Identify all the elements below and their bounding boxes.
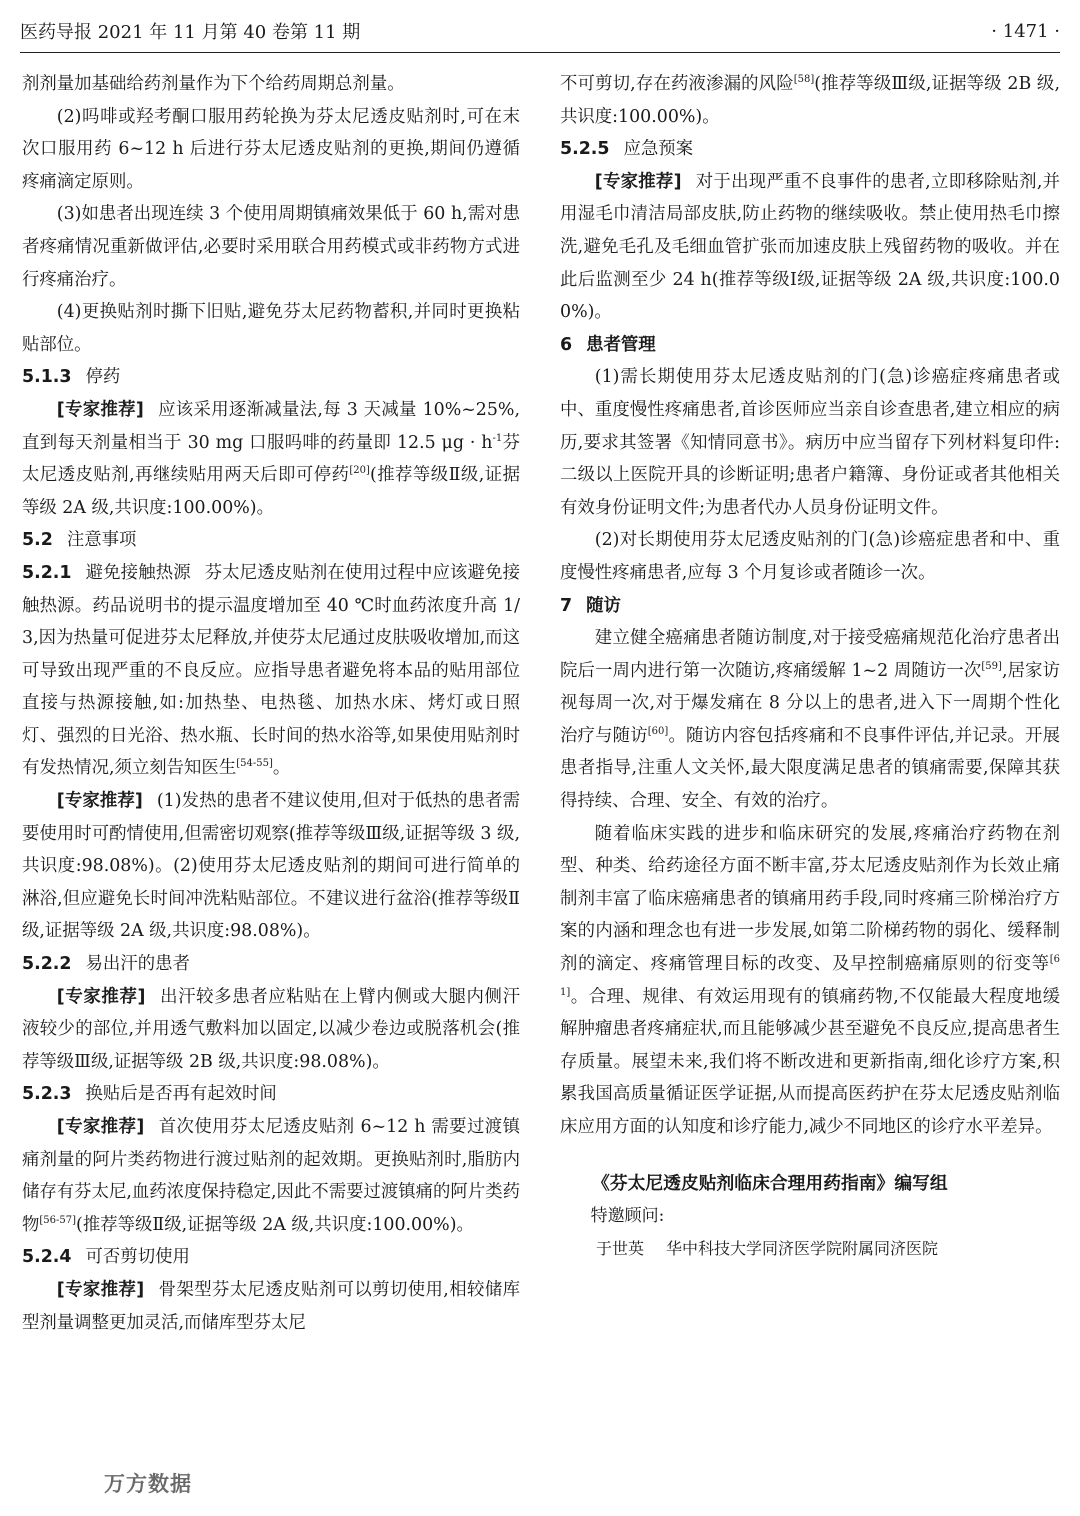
citation: [61]: [560, 954, 1060, 998]
paragraph: (3)如患者出现连续 3 个使用周期镇痛效果低于 60 h,需对患者疼痛情况重新做评估,必要时采用联合用药模式或非药物方式进行疼痛治疗。: [22, 204, 520, 290]
member-entry: [560, 1233, 1060, 1266]
watermark: 万方数据: [104, 1472, 192, 1496]
paragraph: [专家推荐] 首次使用芬太尼透皮贴剂 6~12 h 需要过渡镇痛剂量的阿片类药物进行渡过贴剂的起效期。更换贴剂时,脂肪内储存有芬太尼,血药浓度保持稳定,因此不需要过渡镇痛的阿片类药物[56-57](推荐等级Ⅱ级,证据等级 2A 级,共识度:100.00%)。: [22, 1117, 520, 1235]
heading-7: 7 随访: [560, 595, 621, 616]
expert-tag: [专家推荐]: [594, 171, 682, 192]
expert-tag: [专家推荐]: [56, 1279, 145, 1300]
citation: [54-55]: [236, 758, 273, 770]
paragraph: [专家推荐] 应该采用逐渐减量法,每 3 天减量 10%~25%,直到每天剂量相当于 30 mg 口服吗啡的药量即 12.5 $\mu g \cdot h^{-1}$芬太尼透皮贴剂,再继续贴用两天后即可停药[20](推荐等级Ⅱ级,证据等级 2A 级,共识度:100.00%)。: [22, 399, 520, 518]
citation: [58]: [793, 74, 815, 86]
guest-advisor-label: 特邀顾问:: [590, 1206, 665, 1227]
heading-5-2-3: 5.2.3 换贴后是否再有起效时间: [22, 1084, 277, 1105]
writing-group-title: 《芬太尼透皮贴剂临床合理用药指南》编写组: [592, 1172, 948, 1194]
paragraph: (4)更换贴剂时撕下旧贴,避免芬太尼药物蓄积,并同时更换粘贴部位。: [22, 302, 520, 355]
paragraph: 5.2.1 避免接触热源 芬太尼透皮贴剂在使用过程中应该避免接触热源。药品说明书的提示温度增加至 40 ℃时血药浓度升高 1/3,因为热量可促进芬太尼释放,并使芬太尼通过皮肤吸收增加,而这可导致出现严重的不良反应。应指导患者避免将本品的贴用部位直接与热源接触,如:加热垫、电热毯、加热水床、烤灯或日照灯、强烈的日光浴、热水瓶、长时间的热水浴等,如果使用贴剂时有发热情况,须立刻告知医生[54-55]。: [22, 562, 520, 779]
paragraph: 建立健全癌痛患者随访制度,对于接受癌痛规范化治疗患者出院后一周内进行第一次随访,疼痛缓解 1~2 周随访一次[59],居家访视每周一次,对于爆发痛在 8 分以上的患者,进入下一周期个性化治疗与随访[60]。随访内容包括疼痛和不良事件评估,并记录。开展患者指导,注重人文关怀,最大限度满足患者的镇痛需要,保障其获得持续、合理、安全、有效的治疗。: [560, 628, 1061, 812]
left-column: [22, 68, 520, 1339]
expert-tag: [专家推荐]: [56, 1117, 145, 1137]
journal-info: 医药导报 2021 年 11 月第 40 卷第 11 期: [20, 22, 361, 43]
citation: [60]: [647, 726, 669, 738]
paragraph: (1)需长期使用芬太尼透皮贴剂的门(急)诊癌症疼痛患者或中、重度慢性疼痛患者,首诊医师应当亲自诊查患者,建立相应的病历,要求其签署《知情同意书》。病历中应当留存下列材料复印件:二级以上医院开具的诊断证明;患者户籍簿、身份证或者其他相关有效身份证明文件;为患者代办人员身份证明文件。: [560, 367, 1060, 518]
right-column: [560, 68, 1060, 1265]
paragraph: (2)吗啡或羟考酮口服用药轮换为芬太尼透皮贴剂时,可在末次口服用药 6~12 h 后进行芬太尼透皮贴剂的更换,期间仍遵循疼痛滴定原则。: [22, 106, 520, 192]
heading-5-2: 5.2 注意事项: [22, 530, 137, 551]
running-header: [20, 14, 1060, 48]
heading-6: 6 患者管理: [560, 334, 656, 355]
heading-5-2-1: 避免接触热源: [85, 562, 191, 583]
paragraph: 剂剂量加基础给药剂量作为下个给药周期总剂量。: [22, 74, 405, 94]
expert-tag: [专家推荐]: [56, 791, 143, 812]
citation: [59]: [981, 660, 1002, 672]
paragraph: [专家推荐] 对于出现严重不良事件的患者,立即移除贴剂,并用湿毛巾清洁局部皮肤,防止药物的继续吸收。禁止使用热毛巾擦洗,避免毛孔及毛细血管扩张而加速皮肤上残留药物的吸收。并在此后监测至少 24 h(推荐等级Ⅰ级,证据等级 2A 级,共识度:100.00%)。: [560, 171, 1060, 323]
member-affiliation: 华中科技大学同济医学院附属同济医院: [666, 1238, 939, 1258]
expert-tag: [专家推荐]: [56, 986, 146, 1007]
heading-5-1-3: 5.1.3 停药: [22, 367, 121, 388]
paragraph: (2)对长期使用芬太尼透皮贴剂的门(急)诊癌症患者和中、重度慢性疼痛患者,应每 3 个月复诊或者随诊一次。: [560, 530, 1060, 583]
paragraph: [专家推荐] (1)发热的患者不建议使用,但对于低热的患者需要使用时可酌情使用,但需密切观察(推荐等级Ⅲ级,证据等级 3 级,共识度:98.08%)。(2)使用芬太尼透皮贴剂的期间可进行简单的淋浴,但应避免长时间冲洗粘贴部位。不建议进行盆浴(推荐等级Ⅱ级,证据等级 2A 级,共识度:98.08%)。: [22, 791, 520, 942]
page-number: · 1471 ·: [991, 20, 1060, 42]
paragraph: [专家推荐] 出汗较多患者应粘贴在上臂内侧或大腿内侧汗液较少的部位,并用透气敷料加以固定,以减少卷边或脱落机会(推荐等级Ⅲ级,证据等级 2B 级,共识度:98.08%)。: [22, 986, 520, 1072]
header-rule: [20, 52, 1060, 53]
member-name: 于世英: [596, 1238, 645, 1258]
heading-5-2-4: 5.2.4 可否剪切使用: [22, 1247, 190, 1268]
paragraph: [专家推荐] 骨架型芬太尼透皮贴剂可以剪切使用,相较储库型剂量调整更加灵活,而储库型芬太尼: [22, 1279, 521, 1333]
paragraph: 随着临床实践的进步和临床研究的发展,疼痛治疗药物在剂型、种类、给药途径方面不断丰富,芬太尼透皮贴剂作为长效止痛制剂丰富了临床癌痛患者的镇痛用药手段,同时疼痛三阶梯治疗方案的内涵和理念也有进一步发展,如第二阶梯药物的弱化、缓释制剂的滴定、疼痛管理目标的改变、及早控制癌痛原则的衍变等[61]。合理、规律、有效运用现有的镇痛药物,不仅能最大程度地缓解肿瘤患者疼痛症状,而且能够减少甚至避免不良反应,提高患者生存质量。展望未来,我们将不断改进和更新指南,细化诊疗方案,积累我国高质量循证医学证据,从而提高医药护在芬太尼透皮贴剂临床应用方面的认知度和诊疗能力,减少不同地区的诊疗水平差异。: [560, 823, 1060, 1137]
expert-tag: [专家推荐]: [56, 399, 144, 420]
heading-5-2-5: 5.2.5 应急预案: [560, 139, 694, 160]
paragraph: 不可剪切,存在药液渗漏的风险[58](推荐等级Ⅲ级,证据等级 2B 级,共识度:100.00%)。: [560, 74, 1060, 127]
citation: [20]: [349, 465, 370, 477]
citation: [56-57]: [39, 1214, 77, 1226]
heading-5-2-2: 5.2.2 易出汗的患者: [22, 954, 190, 975]
